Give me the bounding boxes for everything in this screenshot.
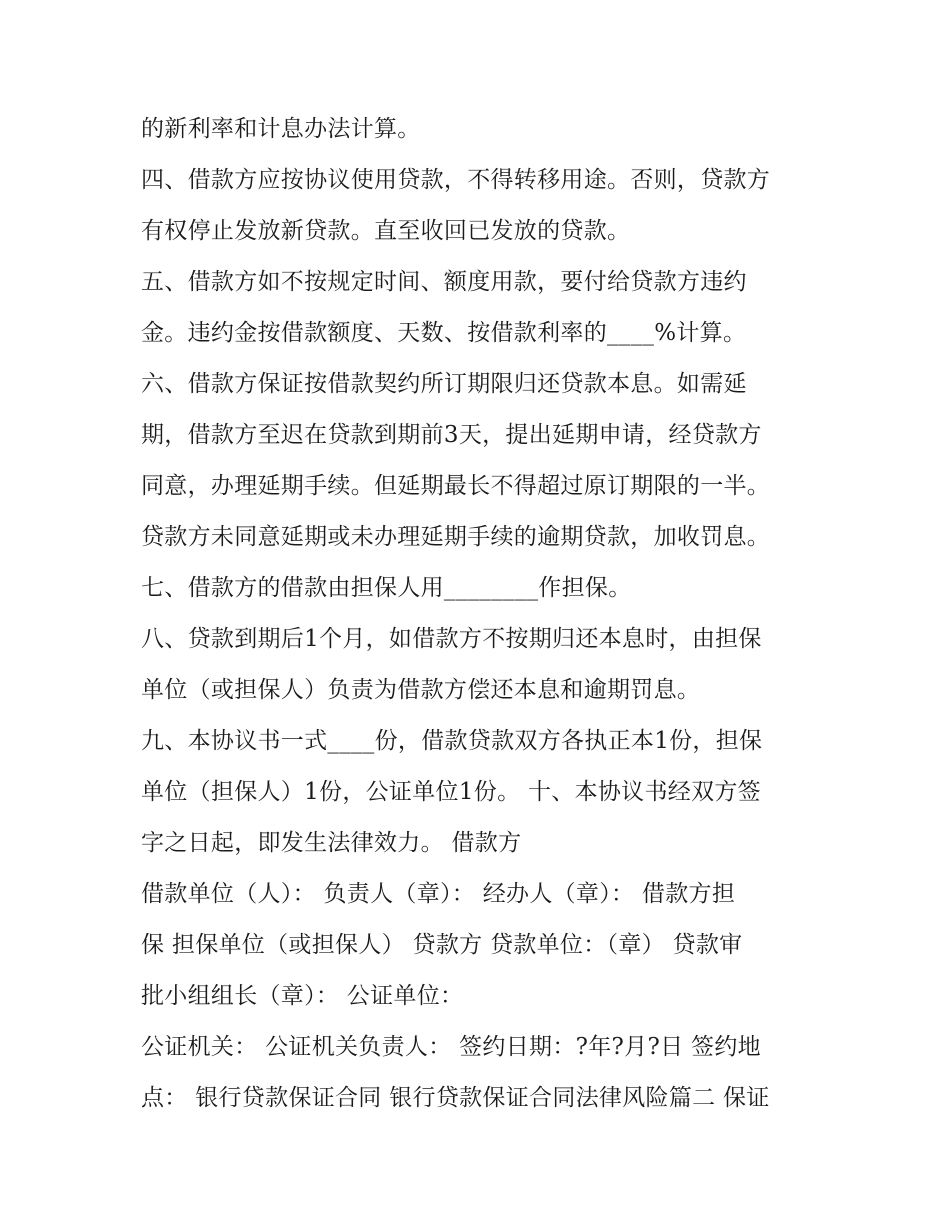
text-line: 同意，办理延期手续。但延期最长不得超过原订期限的一半。 xyxy=(141,473,771,499)
text-line: 字之日起，即发生法律效力。 借款方 xyxy=(141,830,522,856)
text-line: 八、贷款到期后1个月，如借款方不按期归还本息时，由担保 xyxy=(141,626,762,652)
text-line: 四、借款方应按协议使用贷款，不得转移用途。否则，贷款方 xyxy=(141,167,771,193)
text-line: 批小组组长（章）： 公证单位： xyxy=(141,983,464,1009)
text-line: 单位（担保人）1份，公证单位1份。 十、本协议书经双方签 xyxy=(141,779,761,805)
text-line: 七、借款方的借款由担保人用________作担保。 xyxy=(141,575,632,601)
text-line: 贷款方未同意延期或未办理延期手续的逾期贷款，加收罚息。 xyxy=(141,524,771,550)
text-line: 期，借款方至迟在贷款到期前3天，提出延期申请，经贷款方 xyxy=(141,422,762,448)
text-line: 六、借款方保证按借款契约所订期限归还贷款本息。如需延 xyxy=(141,371,747,397)
text-line: 的新利率和计息办法计算。 xyxy=(141,116,421,142)
text-line: 保 担保单位（或担保人） 贷款方 贷款单位：（章） 贷款审 xyxy=(141,932,743,958)
text-line: 单位（或担保人）负责为借款方偿还本息和逾期罚息。 xyxy=(141,677,701,703)
text-line: 五、借款方如不按规定时间、额度用款，要付给贷款方违约 xyxy=(141,269,747,295)
text-line: 公证机关： 公证机关负责人： 签约日期：?年?月?日 签约地 xyxy=(141,1034,761,1060)
text-line: 九、本协议书一式____份，借款贷款双方各执正本1份，担保 xyxy=(141,728,763,754)
text-line: 金。违约金按借款额度、天数、按借款利率的____%计算。 xyxy=(141,320,747,346)
text-line: 点： 银行贷款保证合同 银行贷款保证合同法律风险篇二 保证 xyxy=(141,1085,770,1111)
text-line: 有权停止发放新贷款。直至收回已发放的贷款。 xyxy=(141,218,631,244)
text-line: 借款单位（人）： 负责人（章）： 经办人（章）： 借款方担 xyxy=(141,881,736,907)
document-body xyxy=(141,107,821,1127)
